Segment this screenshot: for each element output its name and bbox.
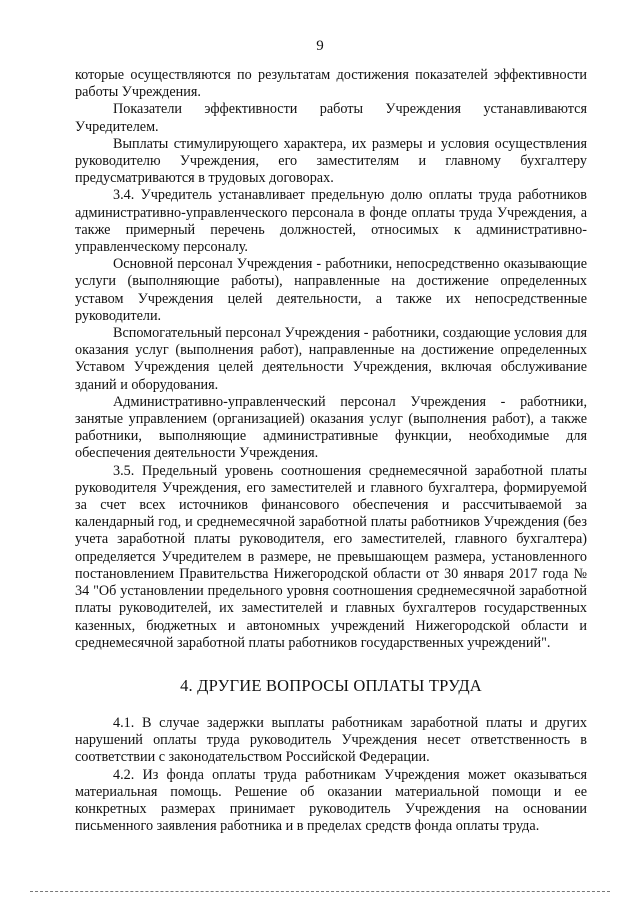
paragraph-support-staff: Вспомогательный персонал Учреждения - работники, создающие условия для оказания услуг (выполнения работ), направленные на достижение определенных Уставом Учреждения целей деятельности Учреждения, включая обслуживание зданий и оборудования. [75, 325, 587, 393]
paragraph-4-2: 4.2. Из фонда оплаты труда работникам Учреждения может оказываться материальная помощь. Решение об оказании материальной помощи и ее конкретных размерах принимает руководитель Учреждения на основании письменного заявления работника и в пределах средств фонда оплаты труда. [75, 766, 587, 835]
paragraph-main-staff: Основной персонал Учреждения - работники, непосредственно оказывающие услуги (выполняющие работы), направленные на достижение определенных уставом Учреждения целей деятельности, а также их непосредственные руководители. [75, 256, 587, 324]
paragraph-3-5: 3.5. Предельный уровень соотношения среднемесячной заработной платы руководителя Учреждения, его заместителей и главного бухгалтера, формируемой за счет всех источников финансового обеспечения и рассчитываемой за календарный год, и среднемесячной заработной платы работников Учреждения (без учета заработной платы руководителя, его заместителей, главного бухгалтера) определяется Учредителем в размере, не превышающем размера, установленного постановлением Правительства Нижегородской области от 30 января 2017 года № 34 "Об установлении предельного уровня соотношения среднемесячной заработной платы руководителей, их заместителей и главных бухгалтеров государственных казенных, бюджетных и автономных учреждений Нижегородской области и среднемесячной заработной платы работников государственных учреждений". [75, 462, 587, 651]
section-heading: 4. ДРУГИЕ ВОПРОСЫ ОПЛАТЫ ТРУДА [180, 675, 482, 695]
paragraph-admin-staff: Административно-управленческий персонал Учреждения - работники, занятые управлением (организацией) оказания услуг (выполнения работ), а также работники, выполняющие административные функции, необходимые для обеспечения деятельности Учреждения. [75, 393, 587, 462]
paragraph-incentive-payments: Выплаты стимулирующего характера, их размеры и условия осуществления руководителю Учреждения, его заместителям и главному бухгалтеру предусматриваются в трудовых договорах. [75, 135, 587, 187]
paragraph-continuation: которые осуществляются по результатам достижения показателей эффективности работы Учреждения. [75, 67, 587, 101]
paragraph-4-1: 4.1. В случае задержки выплаты работникам заработной платы и других нарушений оплаты труда руководитель Учреждения несет ответственность в соответствии с законодательством Российской Федерации. [75, 714, 587, 766]
page-number: 9 [316, 38, 324, 54]
document-body [75, 67, 587, 835]
paragraph-3-4: 3.4. Учредитель устанавливает предельную долю оплаты труда работников административно-управленческого персонала в фонде оплаты труда Учреждения, а также примерный перечень должностей, относимых к административно-управленческому персоналу. [75, 187, 587, 256]
paragraph-indicators: Показатели эффективности работы Учреждения устанавливаются Учредителем. [75, 101, 587, 135]
scan-edge-artifact [30, 891, 610, 892]
